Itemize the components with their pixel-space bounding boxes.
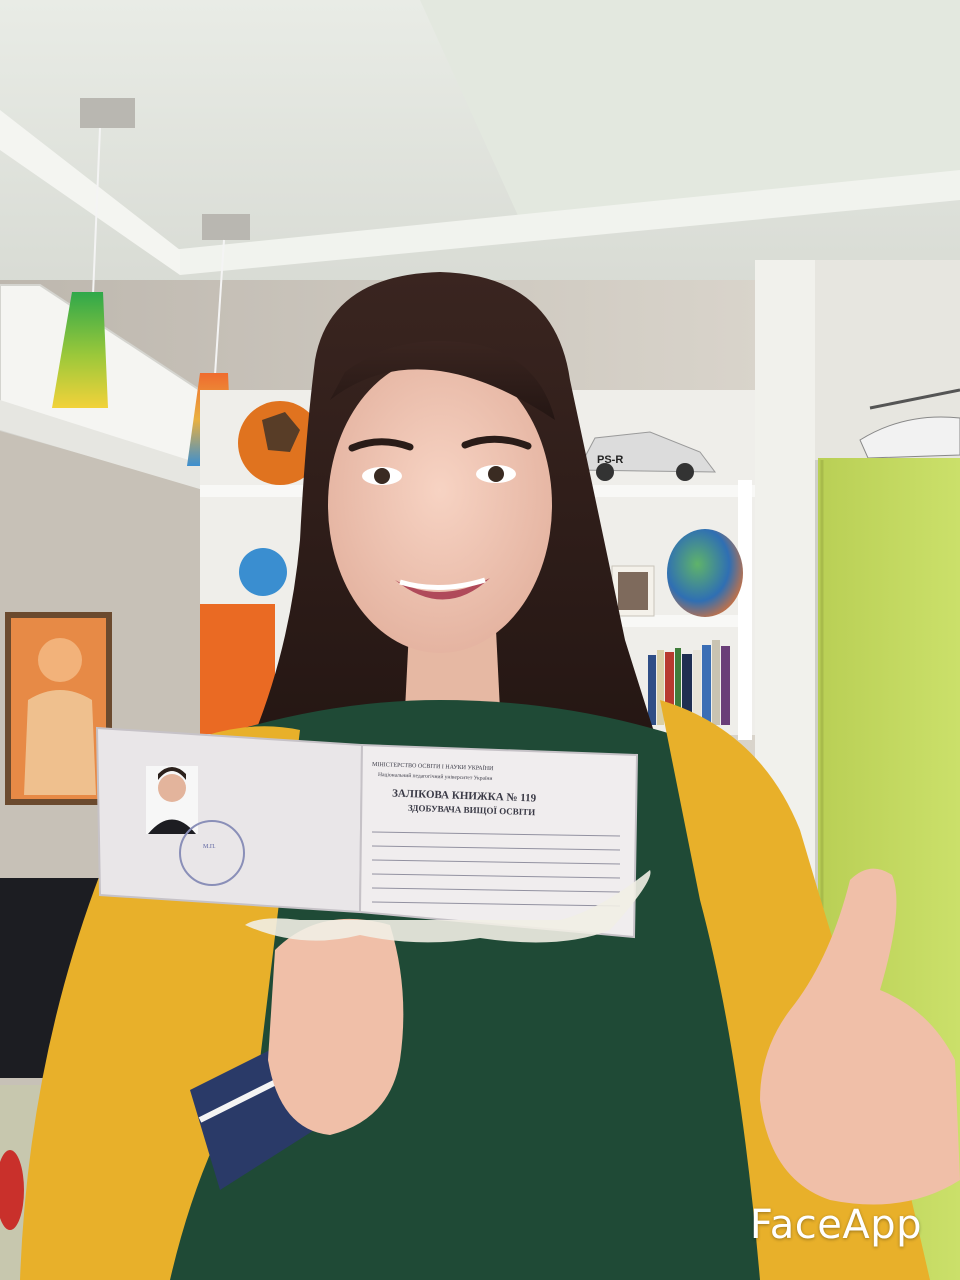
small-globe [239,548,287,596]
face [328,357,552,653]
booklet-university-line: Національний педагогічний університет України [377,772,493,782]
egg-globe [667,529,743,617]
faceapp-watermark: FaceApp [749,1202,922,1248]
booklet-title-line2: ЗДОБУВАЧА ВИЩОЇ ОСВІТИ [407,802,536,818]
religious-icon-painting [5,612,112,805]
stamp-label: М.П. [203,844,216,850]
booklet-left-page [97,728,362,912]
booklet-title-line1: ЗАЛІКОВА КНИЖКА № 119 [391,787,537,805]
svg-text:PS-R: PS-R [597,454,624,466]
booklet-ministry-line: МІНІСТЕРСТВО ОСВІТИ І НАУКИ УКРАЇНИ [371,761,494,773]
